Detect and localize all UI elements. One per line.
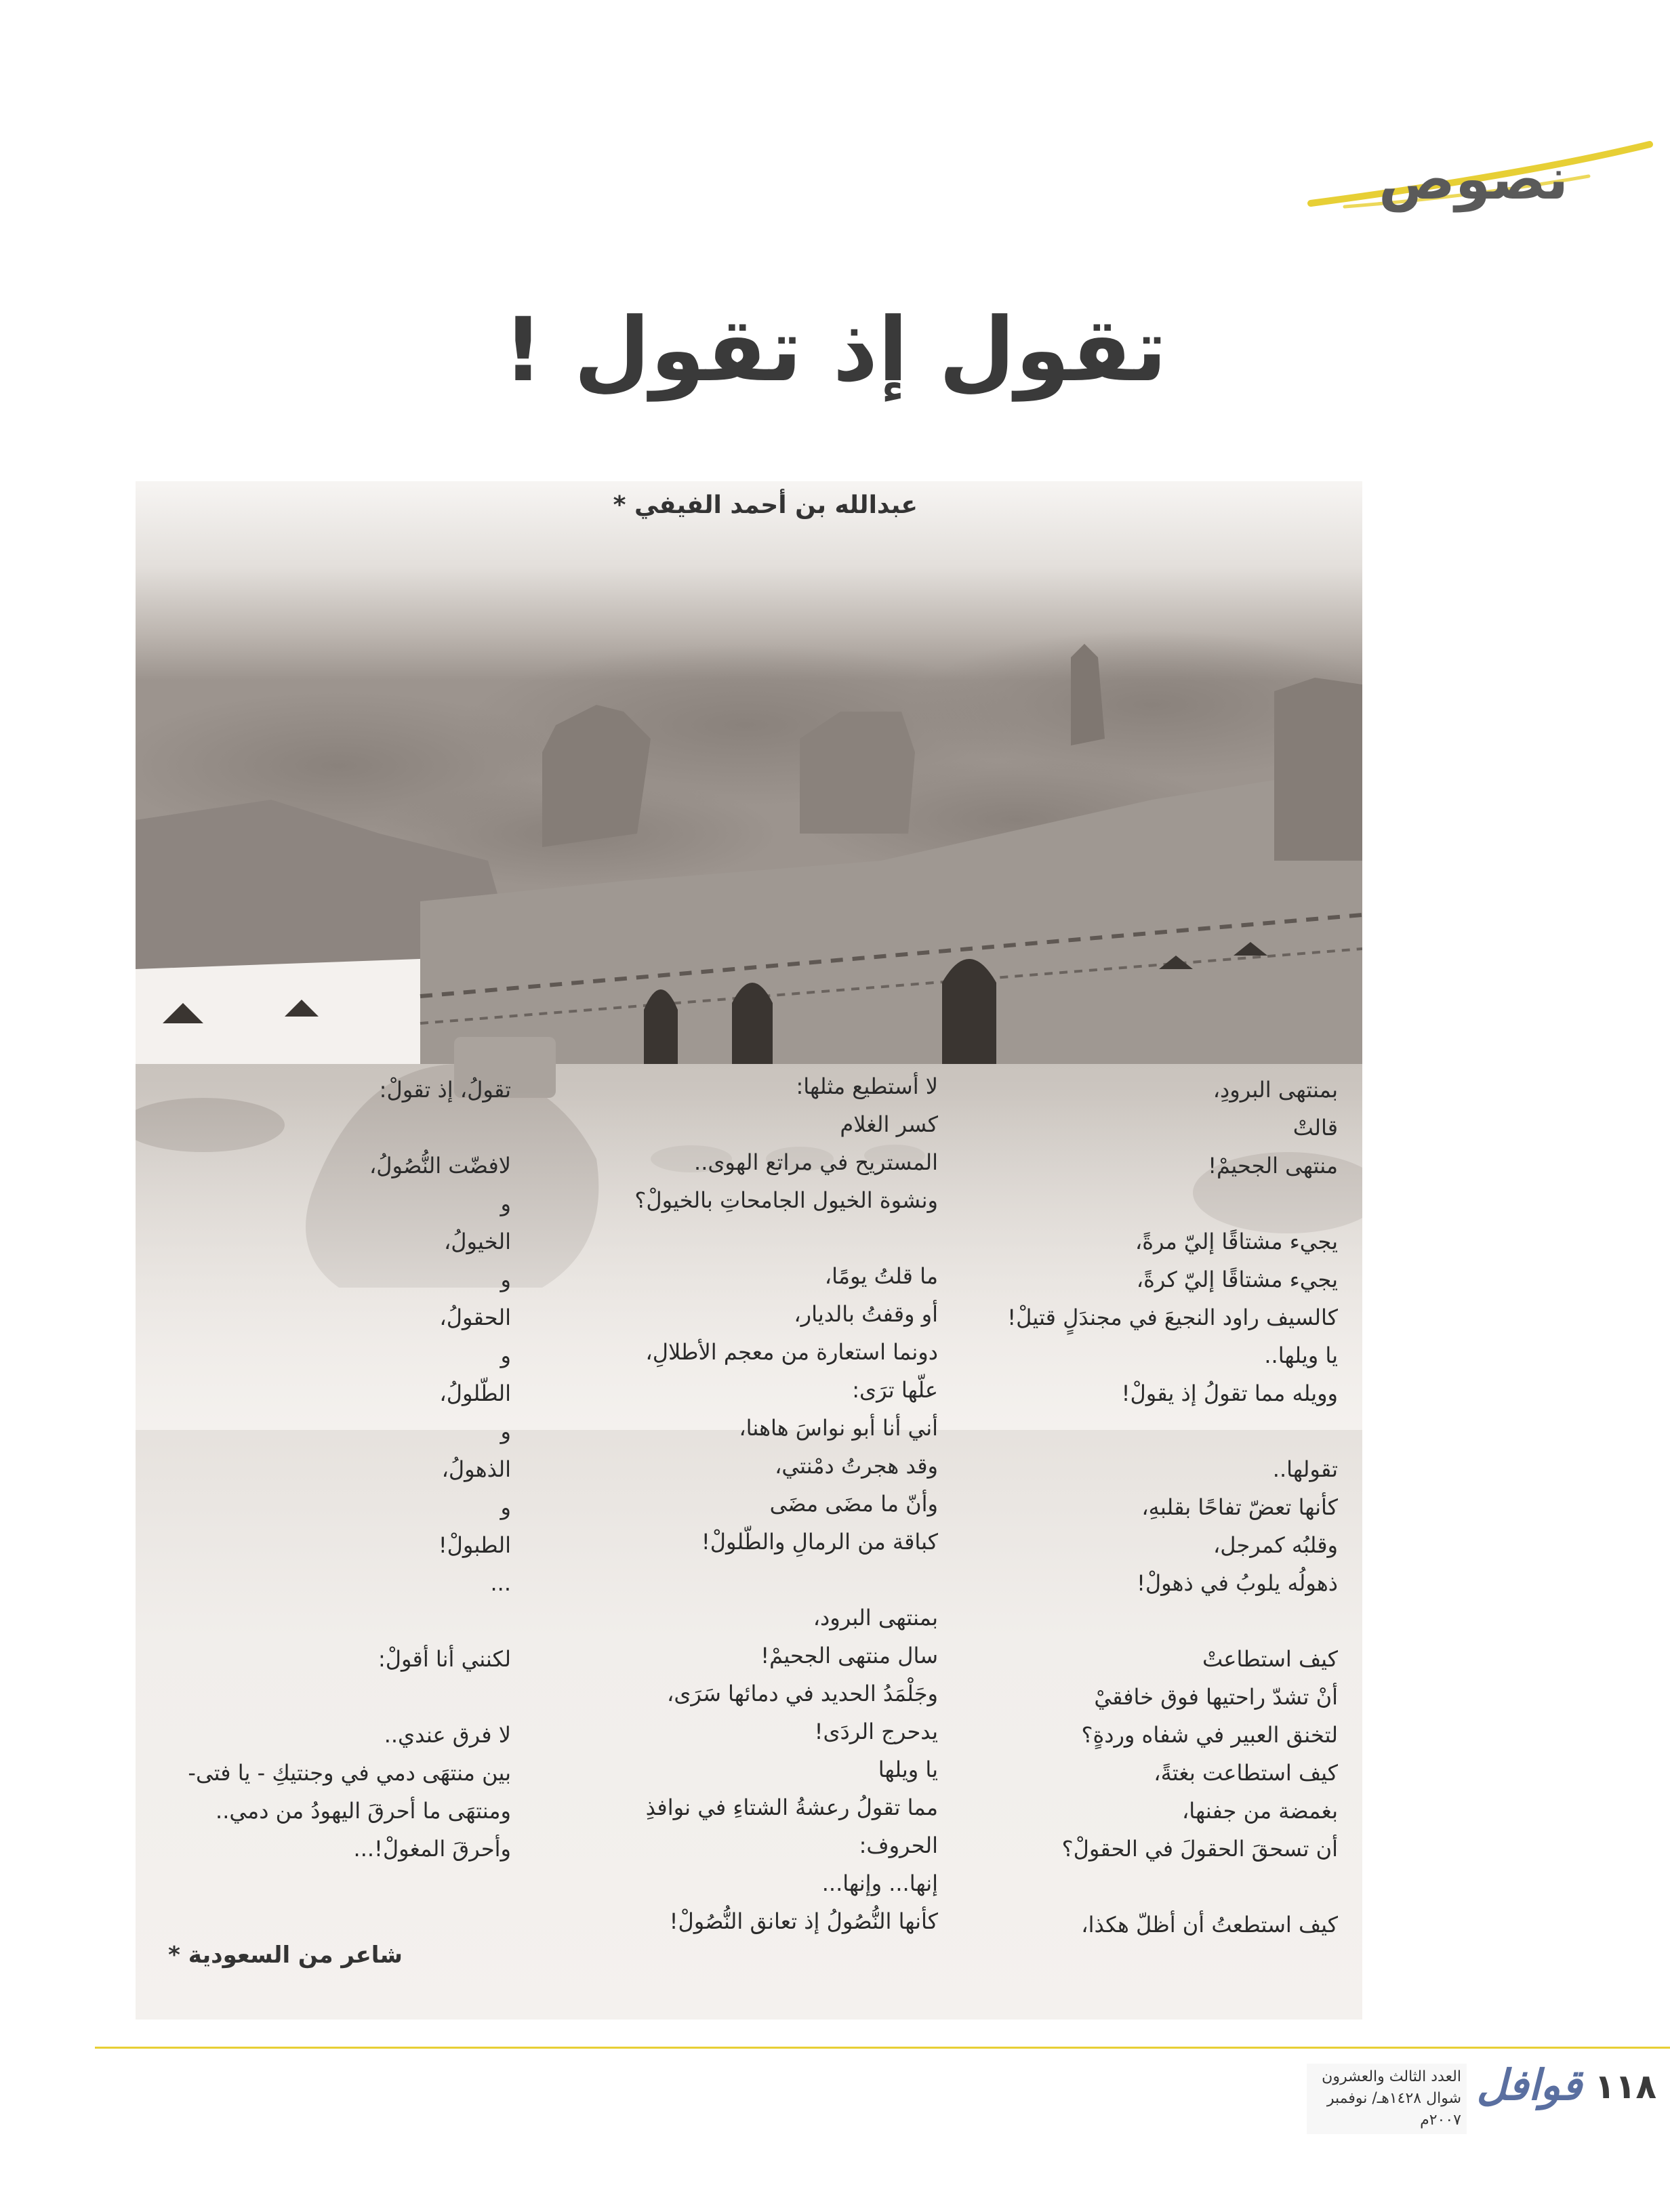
poem-line: إنها... وإنها... xyxy=(821,1870,938,1896)
page-title: تقول إذ تقول ! xyxy=(503,298,1167,401)
poem-line: يا ويلها xyxy=(878,1757,938,1782)
issue-line-1: العدد الثالث والعشرون xyxy=(1322,2068,1461,2085)
author-marker: * xyxy=(613,491,626,519)
poem-line: أو وقفتُ بالديار، xyxy=(794,1301,938,1327)
poem-line xyxy=(958,1185,1338,1223)
author-byline xyxy=(603,491,918,519)
poem-line: الخيولُ، xyxy=(443,1229,511,1254)
poem-line: الطبولْ! xyxy=(438,1532,511,1558)
poem-line: لكنني أنا أقولْ: xyxy=(378,1646,511,1672)
footer-rule xyxy=(95,2047,1670,2049)
poem-line: يدحرج الردَى! xyxy=(814,1719,938,1744)
bio-marker: * xyxy=(168,1942,180,1969)
section-label: نصوص xyxy=(1379,146,1568,212)
poem-line: الحقولُ، xyxy=(439,1305,511,1330)
poem-line: و xyxy=(500,1267,511,1292)
poem-line: كأنها النُّصُولُ إذ تعانق النُّصُولْ! xyxy=(669,1908,938,1934)
poem-line: وويله مما تقولُ إذ يقولْ! xyxy=(1121,1380,1338,1406)
poem-line: أنْ تشدّ راحتيها فوق خافقيْ xyxy=(1094,1684,1338,1710)
poem-line: لا أستطيع مثلها: xyxy=(796,1073,938,1099)
poem-line: مما تقولُ رعشةُ الشتاءِ في نوافذِ xyxy=(645,1795,938,1820)
poem-line: و xyxy=(500,1418,511,1444)
poem-line: ما قلتُ يومًا، xyxy=(824,1263,938,1289)
poem-line: ... xyxy=(490,1570,511,1596)
issue-line-2: شوال ١٤٢٨هـ/ نوفمبر ٢٠٠٧م xyxy=(1326,2090,1461,2129)
poem-line xyxy=(518,1219,938,1257)
poem-line: و xyxy=(500,1191,511,1216)
bio-text: شاعر من السعودية xyxy=(188,1942,403,1969)
poem-line: بغمضة من جفنها، xyxy=(1181,1798,1338,1824)
poem-line xyxy=(131,1602,511,1640)
poem-line: الحروف: xyxy=(859,1832,938,1858)
poem-line xyxy=(958,1602,1338,1640)
poem-line: قالتْ xyxy=(1292,1115,1338,1141)
poem-line xyxy=(131,1678,511,1716)
poem-line: ونشوة الخيول الجامحاتِ بالخيولْ؟ xyxy=(634,1187,938,1213)
poem-line xyxy=(131,1109,511,1147)
poem-line: بمنتهى البرود، xyxy=(813,1605,938,1631)
poem-line: تقولها.. xyxy=(1272,1456,1338,1482)
poem-line: الطّلولُ، xyxy=(439,1380,511,1406)
poem-line: منتهى الجحيمْ! xyxy=(1208,1153,1338,1179)
poem-line: كالسيف راود النجيعَ في مجندَلٍ قتيلْ! xyxy=(1007,1305,1338,1330)
poem-line: وأنّ ما مضَى مضَى xyxy=(769,1491,938,1517)
poem-line: كباقة من الرمالِ والطّلولْ! xyxy=(701,1529,938,1555)
poem-line: يا ويلها.. xyxy=(1264,1343,1338,1368)
poem-line: المستريح في مراتع الهوى.. xyxy=(694,1149,938,1175)
poem-line: أني أنا أبو نواسَ هاهنا، xyxy=(739,1415,938,1441)
page-number: ١١٨ xyxy=(1594,2067,1656,2106)
poem-line: لافضّت النُّصُولُ، xyxy=(369,1153,511,1179)
poem-column-left xyxy=(131,1071,511,1868)
poem-line: لا فرق عندي.. xyxy=(384,1722,511,1748)
author-name: عبدالله بن أحمد الفيفي xyxy=(634,491,918,519)
poem-line: وقد هجرتُ دمْنتي، xyxy=(775,1453,938,1479)
magazine-logo: قوافل xyxy=(1476,2060,1582,2110)
poem-line: وجَلْمَدُ الحديد في دمائها سَرَى، xyxy=(667,1681,938,1706)
poem-column-middle xyxy=(518,1067,938,1940)
poem-line: يجيء مشتاقًا إليّ كرةً، xyxy=(1136,1267,1338,1292)
poem-line: و xyxy=(500,1494,511,1520)
author-bio xyxy=(168,1942,403,1969)
poem-line: ذهولُه يلوبُ في ذهولْ! xyxy=(1137,1570,1338,1596)
issue-info xyxy=(1307,2064,1467,2134)
poem-line: وأحرقَ المغولْ!... xyxy=(353,1836,511,1862)
poem-line: وقلبُه كمرجل، xyxy=(1213,1532,1338,1558)
poem-line: يجيء مشتاقًا إليّ مرةً، xyxy=(1135,1229,1338,1254)
poem-line: بمنتهى البرودِ، xyxy=(1213,1077,1338,1103)
poem-line: كأنها تعضّ تفاحًا بقلبهِ، xyxy=(1141,1494,1338,1520)
poem-line: أن تسحقَ الحقولَ في الحقولْ؟ xyxy=(1061,1836,1338,1862)
poem-line xyxy=(958,1868,1338,1906)
poem-line: و xyxy=(500,1343,511,1368)
poem-line: كيف استطاعت بغتةً، xyxy=(1154,1760,1338,1786)
poem-line: كيف استطاعتْ xyxy=(1202,1646,1338,1672)
poem-line: بين منتهَى دمي في وجنتيكِ - يا فتى- xyxy=(188,1760,511,1786)
poem-column-right xyxy=(958,1071,1338,1944)
poem-line xyxy=(518,1561,938,1599)
poem-line: الذهولُ، xyxy=(441,1456,511,1482)
poem-line: دونما استعارة من معجم الأطلالِ، xyxy=(645,1339,938,1365)
poem-line: كسر الغلام xyxy=(840,1111,938,1137)
poem-line: علّها ترَى: xyxy=(852,1377,938,1403)
poem-line: كيف استطعتُ أن أظلّ هكذا، xyxy=(1081,1912,1338,1938)
poem-line: سال منتهى الجحيمْ! xyxy=(760,1643,938,1668)
poem-line: لتخنق العبير في شفاه وردةٍ؟ xyxy=(1081,1722,1338,1748)
poem-line: ومنتهَى ما أحرقَ اليهودُ من دمي.. xyxy=(216,1798,511,1824)
poem-line xyxy=(958,1412,1338,1450)
poem-line: تقولُ، إذ تقولْ: xyxy=(379,1077,511,1103)
